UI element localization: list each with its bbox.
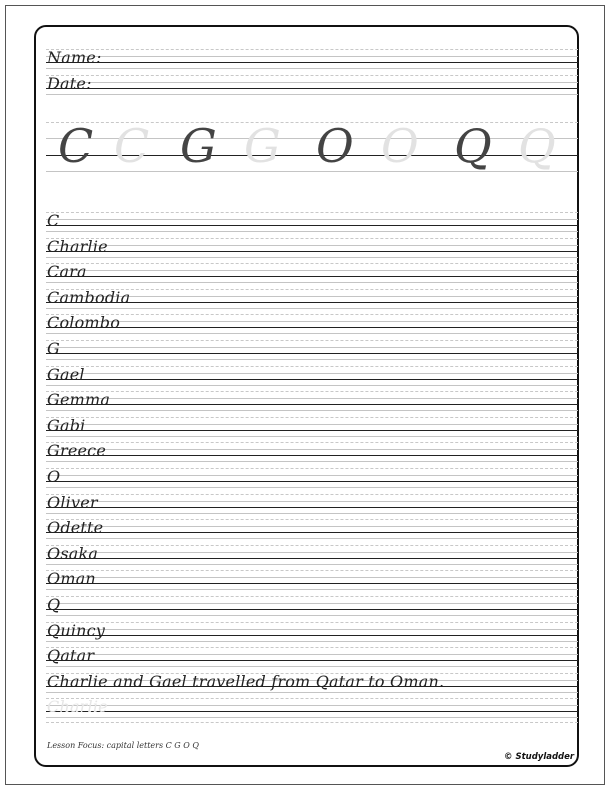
bottom-divider bbox=[46, 722, 578, 723]
practice-line: Cambodia bbox=[47, 288, 131, 307]
model-letter-q: Q bbox=[454, 119, 492, 173]
model-letter-o: O bbox=[316, 119, 354, 173]
practice-sentence: Charlie and Gael travelled from Qatar to Oman. bbox=[47, 672, 445, 691]
trace-letter-o: O bbox=[381, 119, 419, 173]
practice-line: Charlie bbox=[47, 237, 108, 256]
practice-line: Gemma bbox=[47, 390, 111, 409]
practice-line: Oliver bbox=[47, 493, 98, 512]
practice-line: G bbox=[47, 339, 60, 358]
date-label: Date: bbox=[47, 74, 92, 93]
practice-line: Q bbox=[47, 595, 61, 614]
trace-letter-c: C bbox=[114, 119, 150, 173]
practice-line: O bbox=[47, 467, 61, 486]
lesson-focus: Lesson Focus: capital letters C G O Q bbox=[47, 741, 199, 750]
practice-line: C bbox=[47, 211, 60, 230]
brand-logo: © Studyladder bbox=[504, 752, 575, 762]
practice-line: Cara bbox=[47, 262, 87, 281]
trace-word: Charlie bbox=[47, 697, 108, 716]
practice-line: Oman bbox=[47, 569, 96, 588]
trace-letter-q: Q bbox=[518, 119, 556, 173]
practice-line: Quincy bbox=[47, 621, 106, 640]
name-label: Name: bbox=[47, 48, 102, 67]
practice-line: Colombo bbox=[47, 313, 121, 332]
model-letter-c: C bbox=[58, 119, 94, 173]
practice-line: Osaka bbox=[47, 544, 99, 563]
trace-letter-g: G bbox=[244, 119, 281, 173]
practice-line: Gael bbox=[47, 365, 85, 384]
practice-line: Qatar bbox=[47, 646, 95, 665]
practice-line: Gabi bbox=[47, 416, 86, 435]
practice-line: Greece bbox=[47, 441, 106, 460]
practice-line: Odette bbox=[47, 518, 104, 537]
model-letter-g: G bbox=[180, 119, 217, 173]
